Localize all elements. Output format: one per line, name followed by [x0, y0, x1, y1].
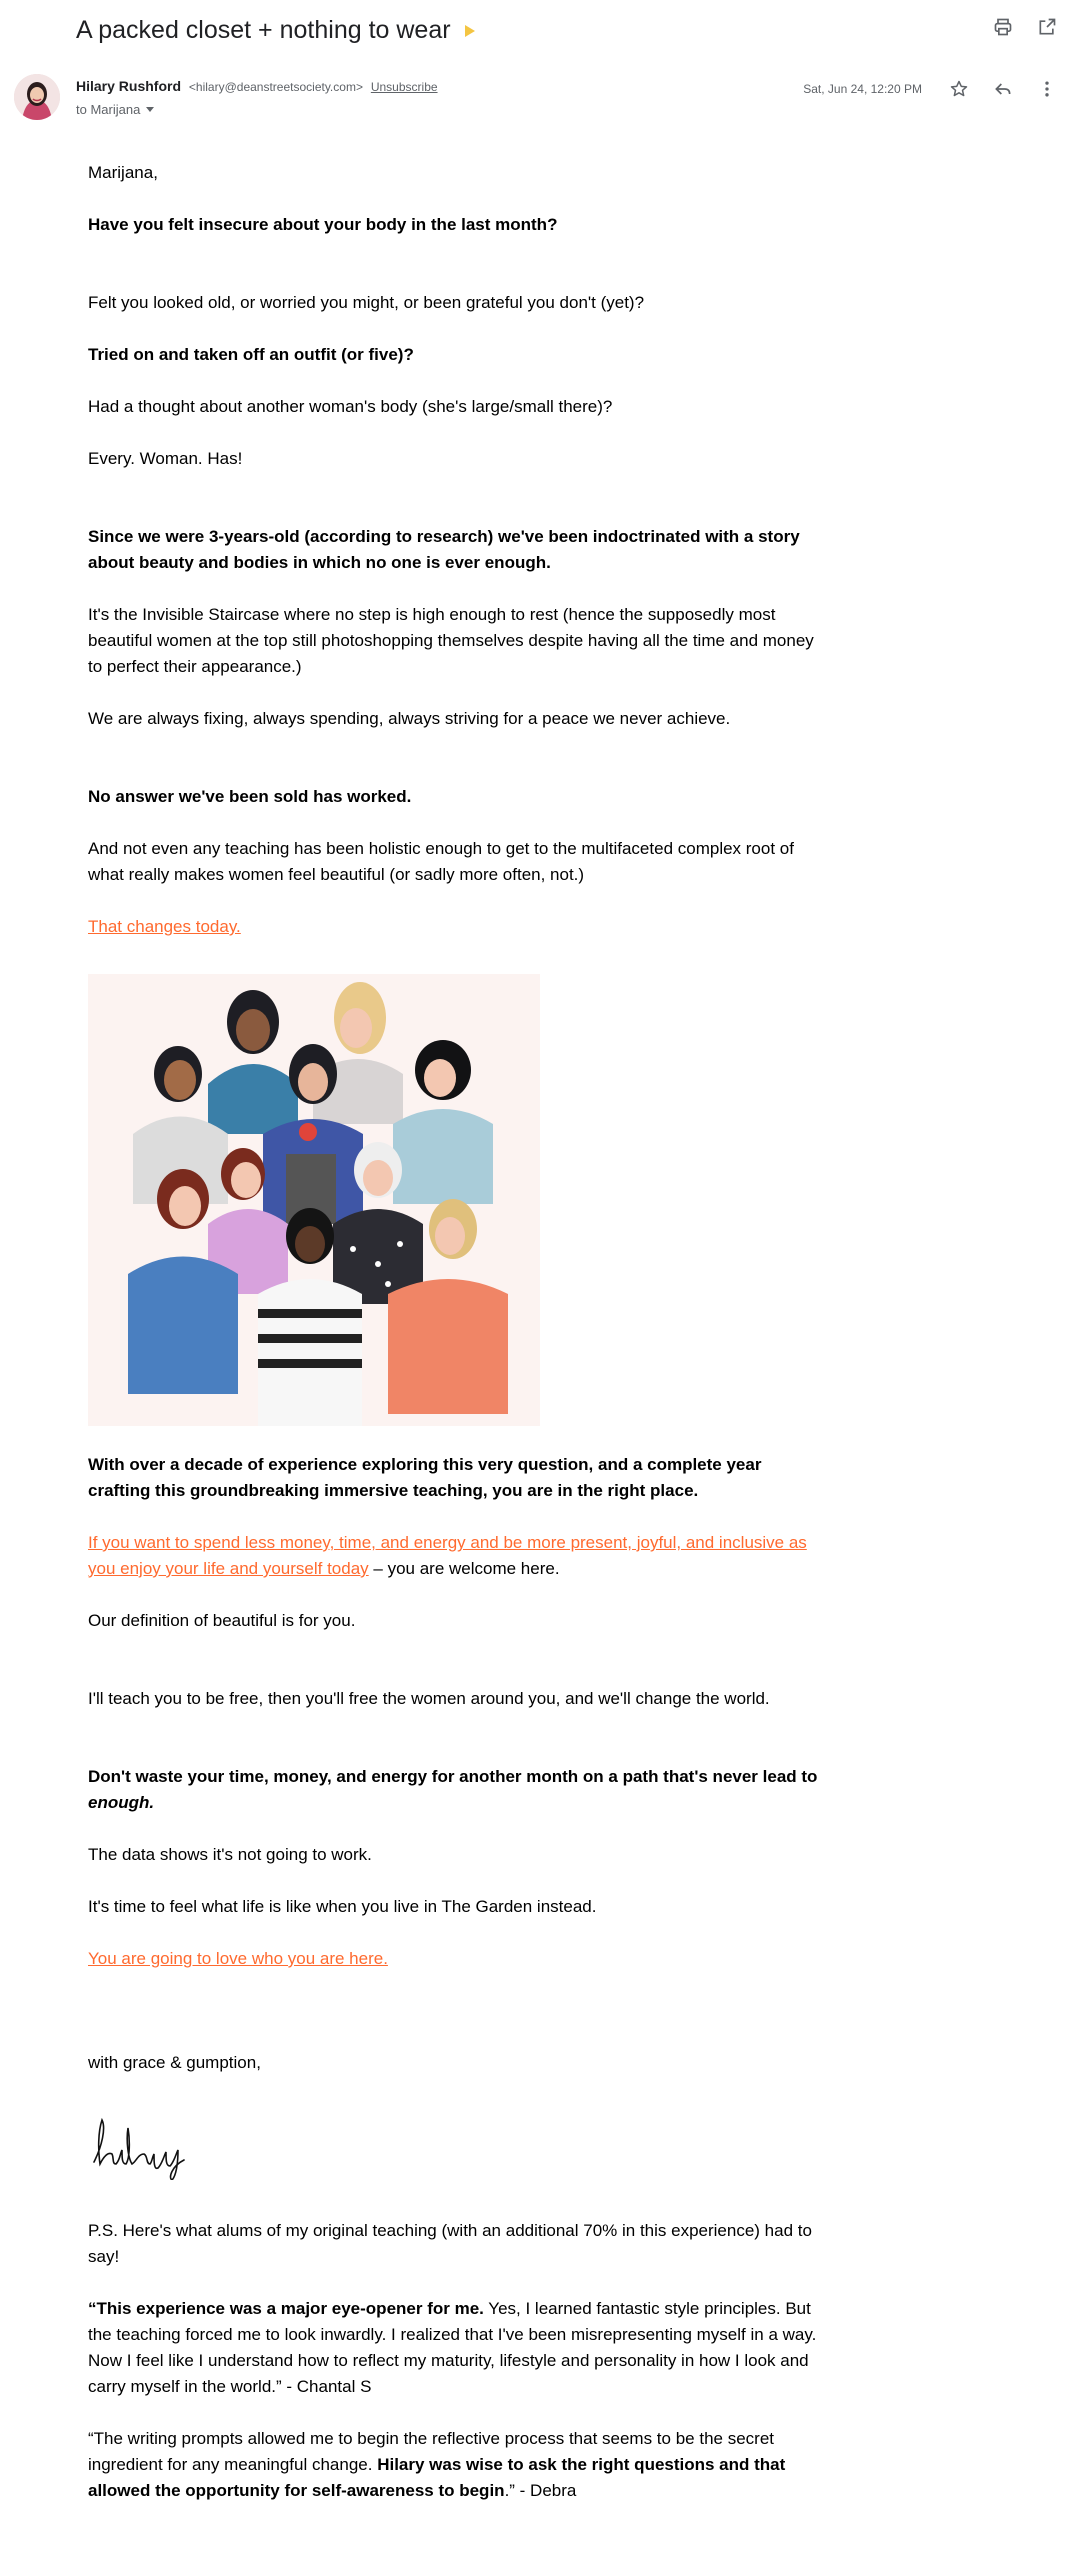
- ps-paragraph: P.S. Here's what alums of my original teaching (with an additional 70% in this experience) had to say!: [88, 2221, 812, 2266]
- decade-paragraph: With over a decade of experience exploring this very question, and a complete year crafting this groundbreaking immersive teaching, you are in the right place.: [88, 1455, 762, 1500]
- open-in-new-icon[interactable]: [1036, 16, 1058, 38]
- welcome-paragraph: [88, 1530, 828, 1582]
- spend-less-link[interactable]: If you want to spend less money, time, and energy and be more present, joyful, and inclusive as you enjoy your life and yourself today: [88, 1533, 807, 1578]
- indoctrinated-paragraph: Since we were 3-years-old (according to research) we've been indoctrinated with a story about beauty and bodies in which no one is ever enough.: [88, 527, 800, 572]
- signoff: with grace & gumption,: [88, 2053, 261, 2072]
- definition-line: Our definition of beautiful is for you.: [88, 1611, 356, 1630]
- signature-image: [88, 2110, 218, 2180]
- more-vert-icon[interactable]: [1036, 78, 1058, 100]
- welcome-text: – you are welcome here.: [368, 1559, 560, 1578]
- question-insecure: Have you felt insecure about your body in the last month?: [88, 215, 558, 234]
- recipient-label: to Marijana: [76, 102, 141, 117]
- question-outfit: Tried on and taken off an outfit (or five)?: [88, 345, 414, 364]
- unsubscribe-link[interactable]: Unsubscribe: [370, 80, 438, 94]
- recipient-line[interactable]: [76, 102, 154, 117]
- teach-free-paragraph: I'll teach you to be free, then you'll free the women around you, and we'll change the world.: [88, 1689, 770, 1708]
- dont-waste-text: Don't waste your time, money, and energy for another month on a path that's never lead to: [88, 1767, 818, 1786]
- testimonial-chantal-bold: “This experience was a major eye-opener for me.: [88, 2299, 484, 2318]
- changes-today-link[interactable]: That changes today.: [88, 917, 241, 936]
- question-old: Felt you looked old, or worried you might, or been grateful you don't (yet)?: [88, 293, 645, 312]
- sender-meta: [76, 78, 438, 94]
- no-answer-line: No answer we've been sold has worked.: [88, 787, 412, 806]
- reply-icon[interactable]: [992, 78, 1014, 100]
- sender-email: <hilary@deanstreetsociety.com>: [188, 80, 363, 94]
- dont-waste-paragraph: [88, 1764, 828, 1816]
- star-icon[interactable]: [948, 78, 970, 100]
- testimonial-chantal-rest: Yes, I learned fantastic style principles. But the teaching forced me to look inwardly. I realized that I've been misrepresenting myself in a way. Now I feel like I understand how to reflect my maturity, lifestyle and personality in how I look and carry myself in the world.” - Chantal S: [88, 2299, 817, 2396]
- garden-line: It's time to feel what life is like when you live in The Garden instead.: [88, 1897, 597, 1916]
- sender-avatar[interactable]: [14, 74, 60, 120]
- subject-bar: [76, 10, 475, 50]
- importance-marker-icon[interactable]: [465, 25, 475, 37]
- dropdown-caret-icon[interactable]: [146, 107, 154, 112]
- top-actions: [992, 16, 1058, 38]
- email-subject: A packed closet + nothing to wear: [76, 15, 451, 44]
- sender-name[interactable]: Hilary Rushford: [76, 78, 182, 94]
- sender-row: [14, 72, 1058, 132]
- teaching-paragraph: And not even any teaching has been holistic enough to get to the multifaceted complex root of what really makes women feel beautiful (or sadly more often, not.): [88, 839, 794, 884]
- every-woman-line: Every. Woman. Has!: [88, 449, 243, 468]
- changes-today-paragraph: [88, 914, 828, 940]
- enough-emphasis: enough.: [88, 1793, 155, 1812]
- message-actions: [803, 78, 1058, 100]
- testimonial-chantal: [88, 2296, 828, 2400]
- testimonial-debra-end: .” - Debra: [504, 2481, 577, 2500]
- testimonial-debra-bold: Hilary was wise to ask the right questions and that allowed the opportunity for self-awareness to begin: [88, 2455, 786, 2500]
- data-shows-line: The data shows it's not going to work.: [88, 1845, 372, 1864]
- testimonial-debra: [88, 2426, 828, 2504]
- testimonial-debra-start: “The writing prompts allowed me to begin the reflective process that seems to be the secret ingredient for any meaningful change.: [88, 2429, 774, 2474]
- love-who-you-are-link[interactable]: You are going to love who you are here.: [88, 1949, 388, 1968]
- love-who-you-are-paragraph: [88, 1946, 828, 1972]
- staircase-paragraph: It's the Invisible Staircase where no step is high enough to rest (hence the supposedly most beautiful women at the top still photoshopping themselves despite having all the time and money to perfect their appearance.): [88, 605, 814, 676]
- women-illustration[interactable]: [88, 974, 540, 1426]
- greeting: Marijana,: [88, 163, 158, 182]
- fixing-paragraph: We are always fixing, always spending, always striving for a peace we never achieve.: [88, 709, 731, 728]
- question-body-thought: Had a thought about another woman's body (she's large/small there)?: [88, 397, 613, 416]
- message-date: Sat, Jun 24, 12:20 PM: [803, 82, 922, 96]
- printer-icon[interactable]: [992, 16, 1014, 38]
